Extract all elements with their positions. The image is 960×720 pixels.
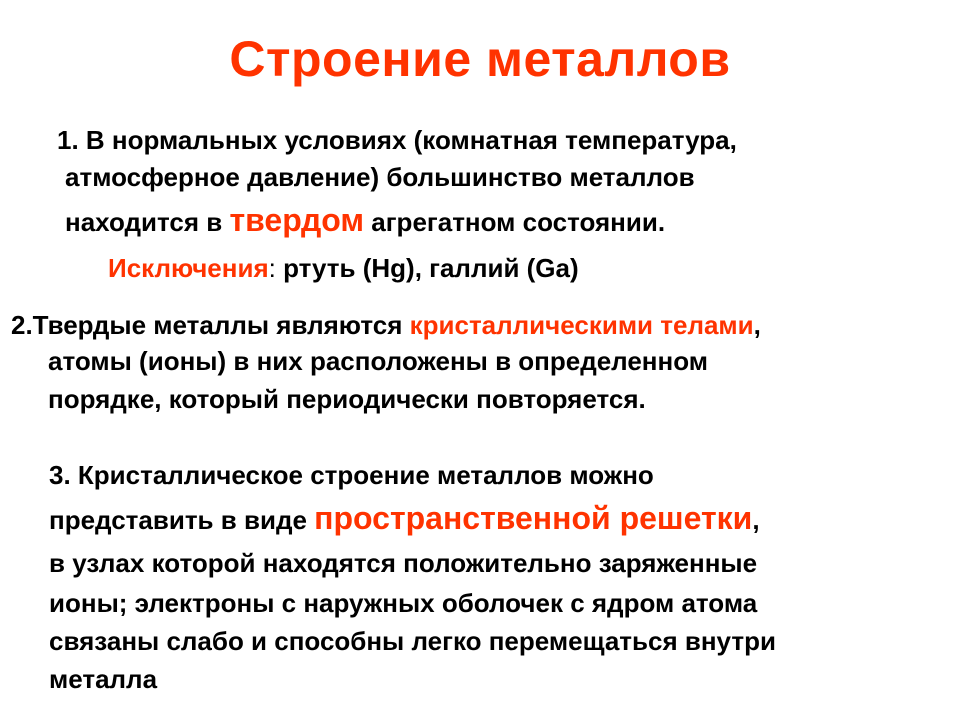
point3-line6: металла xyxy=(49,664,158,694)
point3-line2 xyxy=(49,502,760,536)
point1-line3-post: агрегатном состоянии. xyxy=(364,207,666,237)
exceptions-colon: : xyxy=(268,253,284,283)
point1-line2: атмосферное давление) большинство металлов xyxy=(65,162,695,192)
point3-line2-pre: представить в виде xyxy=(49,505,315,535)
point1-line1: 1. В нормальных условиях (комнатная температура, xyxy=(57,125,737,155)
point2-line3: порядке, который периодически повторяется. xyxy=(48,384,646,414)
exceptions-label: Исключения xyxy=(108,253,269,283)
point2-line1-post: , xyxy=(753,310,761,340)
slide-title: Строение металлов xyxy=(229,31,731,87)
point2-line1 xyxy=(11,309,761,341)
point3-line2-post: , xyxy=(752,505,760,535)
point1-line3 xyxy=(65,204,665,238)
exceptions-line xyxy=(108,252,579,284)
highlight-crystalline-bodies: кристаллическими телами xyxy=(409,310,754,340)
point3-line4: ионы; электроны с наружных оболочек с ядром атома xyxy=(49,588,758,618)
point3-line1: 3. Кристаллическое строение металлов можно xyxy=(49,460,654,490)
point2-line2: атомы (ионы) в них расположены в определенном xyxy=(48,346,708,376)
highlight-solid-state: твердом xyxy=(229,202,365,238)
point2-line1-pre: 2.Твердые металлы являются xyxy=(11,310,410,340)
exceptions-text: ртуть (Hg), галлий (Ga) xyxy=(283,253,579,283)
point3-line5: связаны слабо и способны легко перемещаться внутри xyxy=(49,626,776,656)
point3-line3: в узлах которой находятся положительно заряженные xyxy=(49,548,758,578)
point1-line3-pre: находится в xyxy=(65,207,230,237)
highlight-spatial-lattice: пространственной решетки xyxy=(314,500,753,536)
